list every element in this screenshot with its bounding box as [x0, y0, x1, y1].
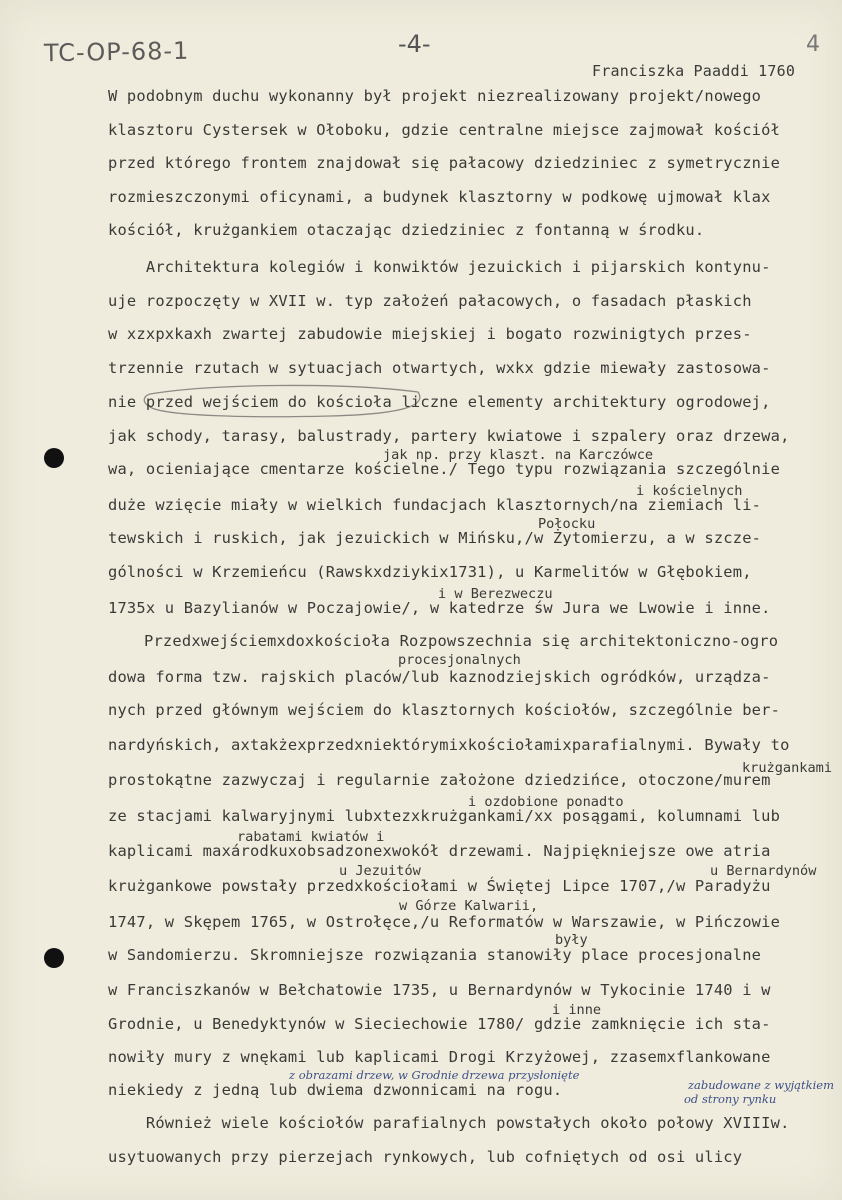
text-line-25: 1747, w Skępem 1765, w Ostrołęce,/u Reformatów w Warszawie, w Pińczowie	[108, 913, 781, 931]
insertion-jezuitow: u Jezuitów	[339, 863, 421, 879]
handwritten-page-number: -4-	[398, 30, 431, 58]
handwritten-note-3: od strony rynku	[684, 1092, 777, 1106]
insertion-gora-kalwarii: w Górze Kalwarii,	[399, 898, 539, 914]
text-line-14: tewskich i ruskich, jak jezuickich w Mińsku,/w Żytomierzu, a w szcze-	[108, 529, 762, 547]
insertion-procesjonalnych: procesjonalnych	[398, 652, 521, 668]
punch-hole-lower	[44, 948, 64, 968]
text-line-4: rozmieszczonymi oficynami, a budynek klasztorny w podkowę ujmował klax	[108, 188, 771, 206]
text-line-23: kaplicami maxárodkuxobsadzonexwokół drzewami. Najpiękniejsze owe atria	[108, 842, 771, 860]
text-line-11: jak schody, tarasy, balustrady, partery kwiatowe i szpalery oraz drzewa,	[108, 427, 790, 445]
text-line-20: nardyńskich, axtakżexprzedxniektórymixkościołamixparafialnymi. Bywały to	[108, 736, 790, 754]
handwritten-note-2: zabudowane z wyjątkiem	[688, 1078, 834, 1092]
text-line-8: w xzxpxkaxh zwartej zabudowie miejskiej i bogato rozwinigtych przes-	[108, 325, 752, 343]
text-line-18: dowa forma tzw. rajskich placów/lub kaznodziejskich ogródków, urządza-	[108, 668, 771, 686]
text-line-27: w Franciszkanów w Bełchatowie 1735, u Bernardynów w Tykocinie 1740 i w	[108, 981, 771, 999]
text-line-31: Również wiele kościołów parafialnych powstałych około połowy XVIIIw.	[108, 1114, 790, 1132]
text-line-3: przed którego frontem znajdował się pałacowy dziedziniec z symetrycznie	[108, 154, 781, 172]
corner-page-number: 4	[806, 32, 820, 57]
text-line-26: w Sandomierzu. Skromniejsze rozwiązania stanowiły place procesjonalne	[108, 946, 762, 964]
text-line-13: duże wzięcie miały w wielkich fundacjach klasztornych/na ziemiach li-	[108, 496, 762, 514]
text-line-22: ze stacjami kalwaryjnymi lubxtezxkrużgankami/xx posągami, kolumnami lub	[108, 807, 781, 825]
insertion-i-inne: i inne	[552, 1002, 602, 1018]
insertion-byly: były	[555, 932, 588, 948]
text-line-32: usytuowanych przy pierzejach rynkowych, lub cofniętych od osi ulicy	[108, 1148, 743, 1166]
insertion-karczowka: jak np. przy klaszt. na Karczówce	[383, 447, 654, 463]
running-title: Franciszka Paaddi 1760	[592, 62, 796, 80]
insertion-kruzgankami: krużgankami	[742, 760, 833, 776]
pencil-reference-number: TC-OP-68-1	[43, 36, 190, 68]
text-line-5: kościół, krużgankiem otaczając dziedziniec z fontanną w środku.	[108, 221, 705, 239]
insertion-rabatami: rabatami kwiatów i	[237, 829, 385, 845]
text-line-2: klasztoru Cystersek w Ołoboku, gdzie centralne miejsce zajmował kościół	[108, 121, 781, 139]
text-line-30: niekiedy z jedną lub dwiema dzwonnicami na rogu.	[108, 1081, 563, 1099]
insertion-ozdobione: i ozdobione ponadto	[468, 794, 624, 810]
text-line-16: 1735x u Bazylianów w Poczajowie/, w katedrze św Jura we Lwowie i inne.	[108, 599, 771, 617]
punch-hole-upper	[44, 448, 64, 468]
text-line-7: uje rozpoczęty w XVII w. typ założeń pałacowych, o fasadach płaskich	[108, 292, 752, 310]
text-line-15: gólności w Krzemieńcu (Rawskxdziykix1731), u Karmelitów w Głębokiem,	[108, 563, 752, 581]
text-line-12: wa, ocieniające cmentarze kościelne./ Tego typu rozwiązania szczególnie	[108, 460, 781, 478]
text-line-28: Grodnie, u Benedyktynów w Sieciechowie 1780/ gdzie zamknięcie ich sta-	[108, 1015, 771, 1033]
insertion-bernardynow: u Bernardynów	[710, 863, 817, 879]
text-line-1: W podobnym duchu wykonanny był projekt niezrealizowany projekt/nowego	[108, 87, 762, 105]
text-line-10: nie przed wejściem do kościoła liczne elementy architektury ogrodowej,	[108, 393, 771, 411]
text-line-19: nych przed głównym wejściem do klasztornych kościołów, szczególnie ber-	[108, 701, 781, 719]
text-line-17: Przedxwejściemxdoxkościoła Rozpowszechnia się architektoniczno-ogro	[144, 632, 779, 650]
text-line-6: Architektura kolegiów i konwiktów jezuickich i pijarskich kontynu-	[108, 258, 771, 276]
text-line-9: trzennie rzutach w sytuacjach otwartych, wxkx gdzie miewały zastosowa-	[108, 359, 771, 377]
insertion-koscielnych: i kościelnych	[636, 483, 743, 499]
insertion-polocku: Połocku	[538, 516, 596, 532]
insertion-berezweczu: i w Berezweczu	[438, 586, 553, 602]
text-line-21: prostokątne zazwyczaj i regularnie założone dziedzińce, otoczone/murem	[108, 771, 771, 789]
text-line-24: krużgankowe powstały przedxkościołami w Świętej Lipce 1707,/w Paradyżu	[108, 877, 771, 895]
handwritten-note-1: z obrazami drzew, w Grodnie drzewa przysłonięte	[289, 1068, 580, 1082]
text-line-29: nowiły mury z wnękami lub kaplicami Drogi Krzyżowej, zzasemxflankowane	[108, 1048, 771, 1066]
